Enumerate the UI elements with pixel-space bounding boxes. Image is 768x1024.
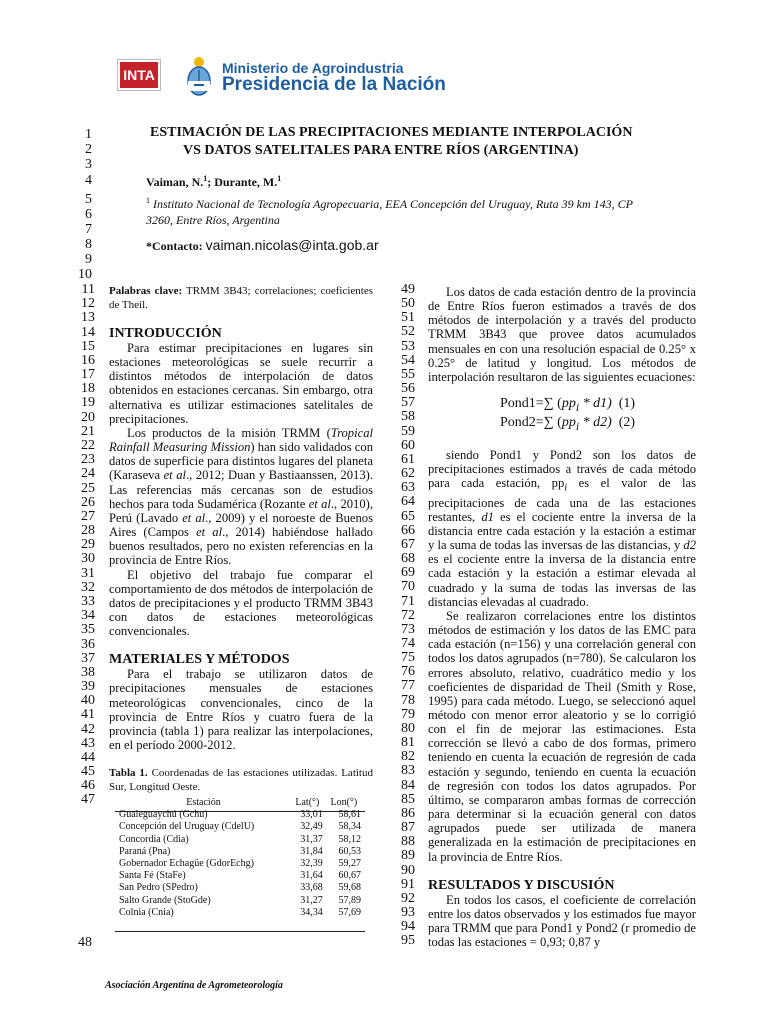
- table-row: [117, 895, 363, 907]
- line-number: 80: [401, 720, 415, 736]
- line-number: 1: [85, 127, 92, 142]
- line-number: 95: [401, 933, 415, 949]
- intro-p2: Los productos de la misión TRMM (Tropical Rainfall Measuring Mission) han sido validados con datos de superficie para distintos lugares del planeta (Karaseva et al., 2012; Duan y Bastiaanssen, 2013). Las referencias más cercanas son de estudios hechos para toda Sudamérica (Rozante et al., 2010), Perú (Lavado et al., 2009) y el noroeste de Buenos Aires (Campos et al., 2014) habiéndose hallado buenos resultados, pero no existen referencias en la provincia de Entre Ríos.: [109, 425, 373, 568]
- right-p3: Se realizaron correlaciones entre los distintos métodos de estimación y los datos de las EMC para cada estación (n=156) y una correlación general con todos los datos agrupados (n=780). Se calcularon los errores absoluto, relativo, cuadrático medio y los coeficientes de disparidad de Theil (Smith y Rose, 1995) para cada método. Luego, se seleccionó aquel método con menor error aleatorio y se lo corrigió con el fin de mejorar las estimaciones. Esta corrección se llevó a cabo de dos formas, primero teniendo en cuenta la ecuación de regresión de cada estación y segundo, teniendo en cuenta la ecuación de regresión con todos los datos agrupados. Por último, se compararon ambas formas de corrección para determinar si la ecuación general con datos agrupados puede ser utilizada de manera generalizada en la estimación de precipitaciones en la provincia de Entre Ríos.: [428, 608, 696, 864]
- line-number: 46: [81, 778, 95, 794]
- table-cell: 58,61: [338, 809, 361, 821]
- line-number: 25: [81, 480, 95, 496]
- line-number: 70: [401, 579, 415, 595]
- table-cell: Concepción del Uruguay (CdelU): [119, 821, 255, 833]
- line-number: 64: [401, 494, 415, 510]
- line-number: 28: [81, 523, 95, 539]
- line-number: 89: [401, 848, 415, 864]
- equation-2: Pond2=∑ $(pp_i * d2)$ (2): [500, 414, 636, 433]
- line-number: 30: [81, 551, 95, 567]
- line-number: 51: [401, 310, 415, 326]
- line-number: 15: [81, 338, 95, 354]
- right-p1: Los datos de cada estación dentro de la provincia de Entre Ríos fueron estimados a través de dos métodos de interpolación y a través del producto TRMM 3B43 que provee datos acumulados mensuales en con una resolución espacial de 0.25° x 0.25° de latitud y longitud. Los métodos de interpolación resultaron de las siguientes ecuaciones:: [428, 285, 696, 384]
- line-number: 22: [81, 437, 95, 453]
- table-header-cell: Lat(°): [295, 797, 320, 808]
- table-row: [117, 858, 363, 870]
- line-number: 5: [85, 192, 92, 207]
- line-number: 69: [401, 565, 415, 581]
- line-number: 8: [85, 237, 92, 252]
- table-row: [117, 809, 363, 821]
- line-number: 11: [81, 282, 95, 297]
- table-cell: Santa Fé (StaFe): [119, 870, 186, 882]
- line-number: 90: [401, 862, 415, 878]
- footer: Asociación Argentina de Agrometeorología: [105, 980, 283, 991]
- ministry-line1: Ministerio de Agroindustria: [222, 60, 404, 76]
- title-line1: ESTIMACIÓN DE LAS PRECIPITACIONES MEDIANTE INTERPOLACIÓN: [150, 125, 633, 140]
- methods-p1: Para el trabajo se utilizaron datos de precipitaciones mensuales de estaciones meteorológicas convencionales, cinco de la provincia de Entre Ríos y cuatro fuera de la provincia (tabla 1) para realizar las interpolaciones, en el período 2000-2012.: [109, 667, 373, 753]
- results-heading: RESULTADOS Y DISCUSIÓN: [428, 877, 615, 893]
- line-number: 14: [81, 324, 95, 340]
- inta-logo: [118, 60, 160, 90]
- table-header-cell: Estación: [186, 797, 221, 808]
- line-number: 92: [401, 890, 415, 906]
- line-number: 77: [401, 678, 415, 694]
- line-number: 52: [401, 324, 415, 340]
- argentina-shield-icon: [186, 55, 212, 99]
- table-caption: Tabla 1. Coordenadas de las estaciones utilizadas. Latitud Sur, Longitud Oeste.: [109, 767, 373, 794]
- table-header-cell: Lon(°): [330, 797, 358, 808]
- line-number: 57: [401, 395, 415, 411]
- line-number: 58: [401, 409, 415, 425]
- table-row: [117, 846, 363, 858]
- line-number: 42: [81, 721, 95, 737]
- line-number: 17: [81, 367, 95, 383]
- table-cell: Colnia (Cnia): [119, 906, 174, 918]
- line-number: 67: [401, 536, 415, 552]
- table-cell: 31,64: [300, 870, 323, 882]
- table-cell: 60,53: [338, 845, 361, 857]
- line-number: 39: [81, 679, 95, 695]
- line-number: 24: [81, 466, 95, 482]
- table-cell: San Pedro (SPedro): [119, 882, 198, 894]
- line-number: 34: [81, 608, 95, 624]
- table-cell: 31,27: [300, 894, 323, 906]
- line-number: 83: [401, 763, 415, 779]
- author-2: Durante, M.: [214, 175, 278, 189]
- table-cell: 33,01: [300, 809, 323, 821]
- left-column: [109, 284, 373, 794]
- table-cell: 58,34: [338, 821, 361, 833]
- line-number: 53: [401, 338, 415, 354]
- keywords: Palabras clave: TRMM 3B43; correlaciones; coeficientes de Theil.: [109, 285, 373, 311]
- line-number: 59: [401, 423, 415, 439]
- line-number: 32: [81, 579, 95, 595]
- table-cell: 59,68: [338, 882, 361, 894]
- line-number: 43: [81, 735, 95, 751]
- line-number: 13: [81, 310, 95, 326]
- line-number: 81: [401, 735, 415, 751]
- line-number: 74: [401, 636, 415, 651]
- line-number: 76: [401, 664, 415, 680]
- authors: Vaiman, N.$^1$; Durante, M.$^1$: [146, 174, 282, 189]
- line-number: 27: [81, 508, 95, 524]
- line-number: 40: [81, 693, 95, 709]
- line-number: 20: [81, 409, 95, 425]
- intro-p3: El objetivo del trabajo fue comparar el comportamiento de dos métodos de interpolación de datos de precipitaciones y el producto TRMM 3B43 con datos de estaciones meteorológicas convencionales.: [109, 567, 373, 639]
- right-p4: En todos los casos, el coeficiente de correlación entre los datos observados y los estimados fue mayor para TRMM que para Pond1 y Pond2 (r promedio de todas las estaciones = 0,93; 0,87 y: [428, 892, 696, 950]
- right-p2: siendo Pond1 y Pond2 son los datos de precipitaciones estimados a través de cada método para cada estación, $pp_i$ es el valor de las precipitaciones de cada una de las estaciones restantes, d1 es el cociente entre la inversa de la distancia entre cada estación y la estación a estimar y la suma de todas las inversas de las distancias, y d2 es el cociente entre la inversa de la distancia entre cada estación y la estación a estimar elevada al cuadrado y la suma de todas las inversas de las distancias elevadas al cuadrado.: [428, 447, 697, 609]
- line-number: 19: [81, 395, 95, 411]
- line-number: 26: [81, 494, 95, 510]
- table-cell: 32,49: [300, 821, 323, 833]
- table-cell: Gobernador Echagüe (GdorEchg): [119, 858, 254, 870]
- line-number: 4: [85, 173, 92, 188]
- line-number: 56: [401, 381, 415, 397]
- line-number: 87: [401, 820, 415, 836]
- contact-email[interactable]: vaiman.nicolas@inta.gob.ar: [205, 237, 379, 253]
- line-number: 91: [401, 876, 415, 892]
- line-number: 44: [81, 749, 95, 765]
- line-number: 50: [401, 296, 415, 312]
- contact: *Contacto: vaiman.nicolas@inta.gob.ar: [146, 237, 379, 253]
- line-number: 37: [81, 650, 95, 666]
- table-row: [117, 870, 363, 882]
- line-number: 84: [401, 777, 415, 793]
- line-number: 54: [401, 352, 415, 368]
- line-number: 65: [401, 508, 415, 524]
- table-cell: 34,34: [300, 906, 323, 918]
- table-row: [117, 907, 363, 919]
- line-number: 36: [81, 636, 95, 652]
- line-number: 63: [401, 480, 415, 496]
- line-number: 16: [81, 352, 95, 368]
- line-number: 41: [81, 707, 95, 723]
- table-row: [117, 821, 363, 833]
- line-number: 35: [81, 622, 95, 638]
- stations-table: [117, 797, 363, 919]
- line-number: 79: [401, 706, 415, 722]
- line-number: 21: [81, 423, 95, 439]
- line-number: 55: [401, 366, 415, 382]
- ministry-line2: Presidencia de la Nación: [222, 74, 446, 95]
- line-number: 31: [81, 565, 95, 581]
- line-number: 61: [401, 451, 415, 467]
- line-number: 12: [81, 296, 95, 312]
- table-cell: 59,27: [338, 858, 361, 870]
- right-column: [428, 285, 696, 949]
- table-cell: 57,89: [338, 894, 361, 906]
- table-cell: Salto Grande (StoGde): [119, 894, 211, 906]
- table-cell: Gualeguaychú (Gchu): [119, 809, 208, 821]
- line-number: 88: [401, 834, 415, 850]
- left-last-number: 48: [78, 935, 92, 950]
- line-number: 49: [401, 282, 415, 297]
- line-number: 82: [401, 749, 415, 765]
- line-number: 93: [401, 905, 415, 921]
- line-number: 68: [401, 551, 415, 567]
- affiliation: $^1$ Instituto Nacional de Tecnología Agropecuaria, EEA Concepción del Uruguay, Ruta 39 km 143, CP 3260, Entre Ríos, Argentina: [146, 196, 633, 227]
- line-number: 3: [85, 157, 92, 172]
- table-cell: 31,84: [300, 845, 323, 857]
- line-number: 85: [401, 791, 415, 807]
- table-bottom-rule: [115, 931, 365, 932]
- table-cell: 32,39: [300, 858, 323, 870]
- line-number: 86: [401, 805, 415, 821]
- table-cell: 60,67: [338, 870, 361, 882]
- line-number: 72: [401, 607, 415, 623]
- intro-p1: Para estimar precipitaciones en lugares sin estaciones meteorológicas se suele recurrir a distintos métodos de interpolación de datos obtenidos en estaciones cercanas. Sin embargo, otra alternativa es utilizar estimaciones satelitales de precipitaciones.: [109, 341, 373, 426]
- line-number: 23: [81, 452, 95, 468]
- table-cell: 58,12: [338, 833, 361, 845]
- table-cell: 33,68: [300, 882, 323, 894]
- line-number: 73: [401, 621, 415, 637]
- line-number: 62: [401, 466, 415, 482]
- line-number: 60: [401, 437, 415, 453]
- line-number: 75: [401, 650, 415, 666]
- table-cell: 57,69: [338, 906, 361, 918]
- line-number: 45: [81, 764, 95, 780]
- line-number: 38: [81, 664, 95, 680]
- line-number: 10: [78, 267, 92, 282]
- table-row: [117, 882, 363, 894]
- line-number: 9: [85, 252, 92, 267]
- line-number: 33: [81, 593, 95, 609]
- table-cell: Concordia (Cdia): [119, 833, 189, 845]
- inta-logo-text: INTA: [123, 67, 155, 83]
- table-cell: Paraná (Pna): [119, 845, 171, 857]
- line-number: 7: [85, 222, 92, 237]
- line-number: 29: [81, 537, 95, 553]
- line-number: 2: [85, 142, 92, 157]
- equation-1: Pond1=∑ $(pp_i * d1)$ (1): [500, 396, 636, 414]
- line-number: 71: [401, 593, 415, 609]
- intro-heading: INTRODUCCIÓN: [109, 326, 222, 341]
- title-line2: VS DATOS SATELITALES PARA ENTRE RÍOS (ARGENTINA): [183, 143, 579, 158]
- table-row: [117, 834, 363, 846]
- line-number: 47: [81, 792, 95, 808]
- line-number: 66: [401, 522, 415, 538]
- line-number: 6: [85, 207, 92, 222]
- table-cell: 31,37: [300, 833, 323, 845]
- line-number: 94: [401, 919, 415, 935]
- methods-heading: MATERIALES Y MÉTODOS: [109, 652, 290, 668]
- line-number: 78: [401, 692, 415, 708]
- author-1: Vaiman, N.: [146, 175, 204, 189]
- line-number: 18: [81, 381, 95, 397]
